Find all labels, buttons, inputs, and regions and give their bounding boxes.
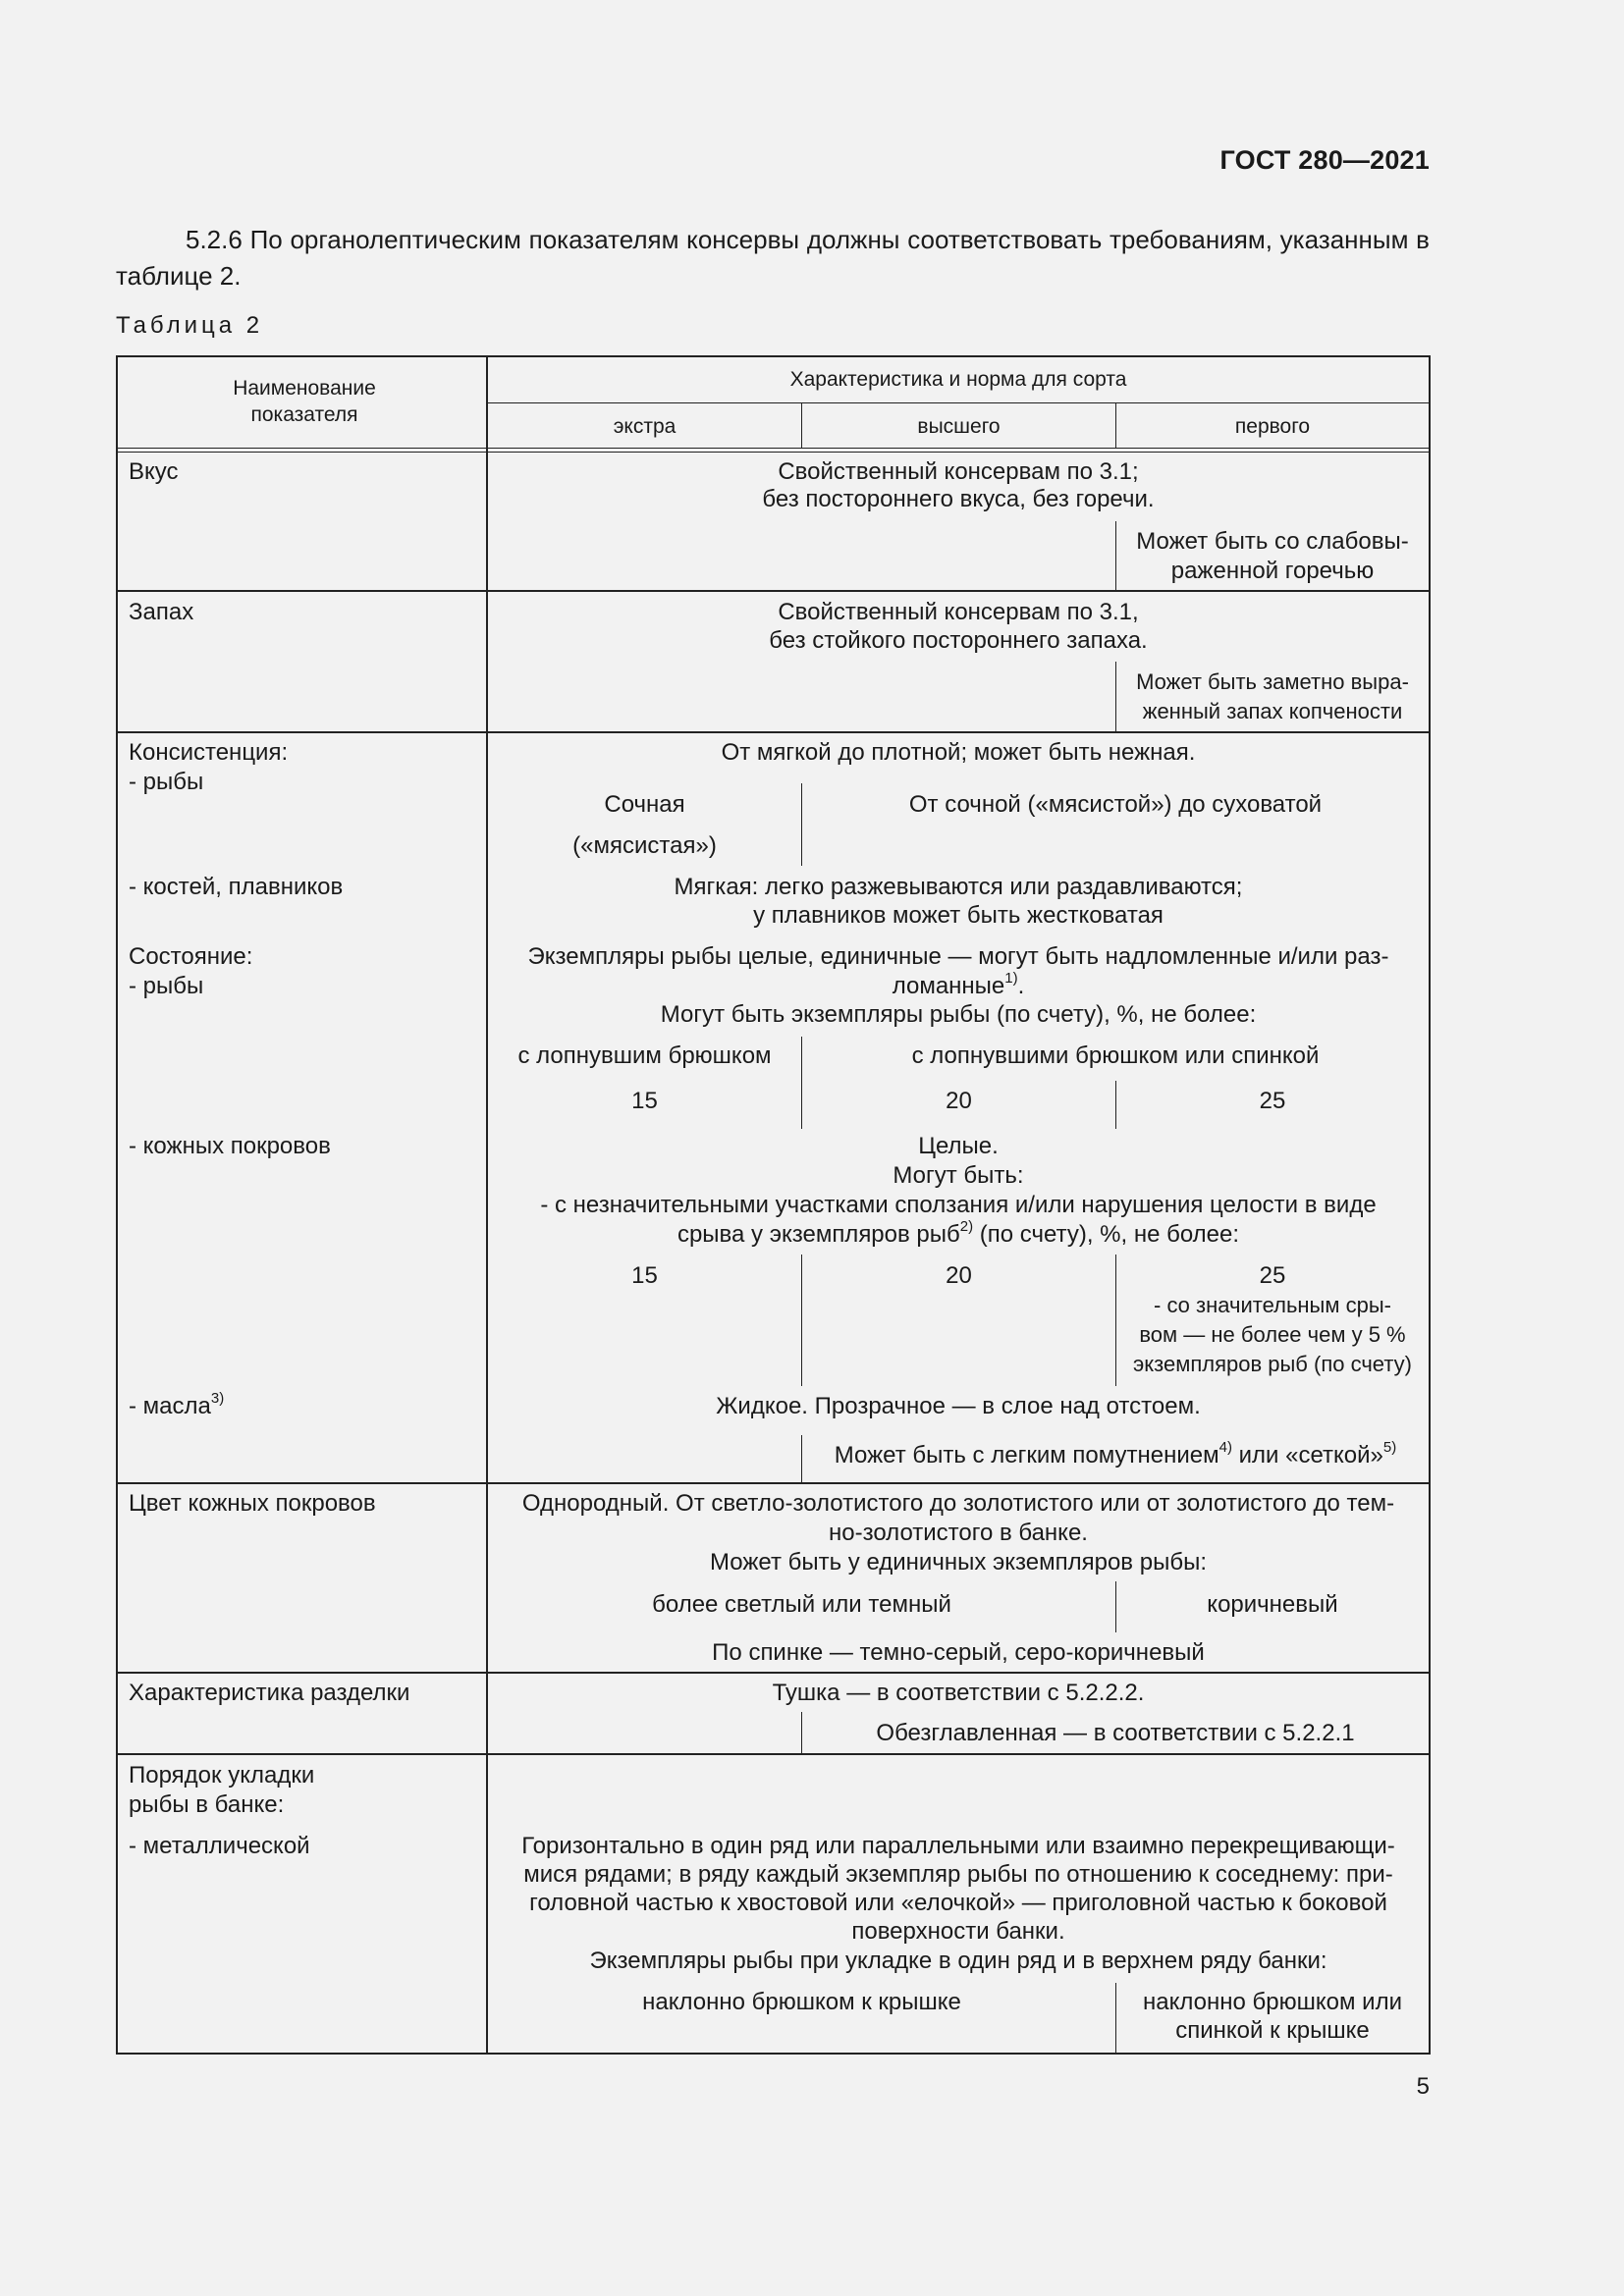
row-sep-color xyxy=(116,1672,1431,1674)
skin-color-left: более светлый или темный xyxy=(652,1591,951,1618)
packing-line-5: Экземпляры рыбы при укладке в один ряд и в верхнем ряду банки: xyxy=(589,1948,1327,1974)
state-label: Состояние: xyxy=(129,943,253,970)
state-line-2-text: ломанные xyxy=(892,973,1005,999)
packing-line-2: мися рядами; в ряду каждый экземпляр рыбы по отношению к соседнему: при- xyxy=(523,1861,1393,1888)
skin-value-higher: 20 xyxy=(946,1262,972,1289)
table-border-right xyxy=(1429,355,1431,2055)
row-sep-oil xyxy=(116,1482,1431,1484)
bones-line-1: Мягкая: легко разжевываются или раздавливаются; xyxy=(674,874,1243,900)
table-border-left xyxy=(116,355,118,2055)
consistency-label: Консистенция: xyxy=(129,739,289,766)
smell-label: Запах xyxy=(129,599,194,625)
footnote-ref-1: 1) xyxy=(1004,970,1018,987)
consistency-line-1: От мягкой до плотной; может быть нежная. xyxy=(721,739,1196,766)
smell-line-1: Свойственный консервам по 3.1, xyxy=(778,599,1139,625)
cutting-label: Характеристика разделки xyxy=(129,1680,410,1706)
skin-line-2: Могут быть: xyxy=(893,1162,1024,1189)
header-grade-first: первого xyxy=(1234,415,1311,438)
packing-right-2: спинкой к крышке xyxy=(1175,2017,1370,2044)
smell-line-2: без стойкого постороннего запаха. xyxy=(769,627,1148,654)
oil-label xyxy=(129,1392,224,1421)
bones-label: - костей, плавников xyxy=(129,874,344,900)
skin-first-note-3: экземпляров рыб (по счету) xyxy=(1133,1352,1412,1376)
skin-color-right: коричневый xyxy=(1207,1591,1338,1618)
packing-label-1: Порядок укладки xyxy=(129,1762,315,1789)
oil-label-text: - масла xyxy=(129,1393,211,1419)
bones-line-2: у плавников может быть жестковатая xyxy=(753,902,1164,929)
skin-line-3: - с незначительными участками сползания и/или нарушения целости в виде xyxy=(540,1192,1377,1218)
cutting-line-1: Тушка — в соответствии с 5.2.2.2. xyxy=(772,1680,1145,1706)
footnote-ref-5: 5) xyxy=(1382,1439,1397,1456)
packing-line-1: Горизонтально в один ряд или параллельными или взаимно перекрещивающи- xyxy=(521,1833,1395,1859)
header-grade-higher: высшего xyxy=(917,415,1001,438)
state-value-extra: 15 xyxy=(631,1088,658,1114)
header-bottom-1 xyxy=(116,448,1431,449)
footnote-ref-2: 2) xyxy=(959,1218,974,1235)
table-border-bottom xyxy=(116,2053,1431,2055)
state-extra-desc: с лопнувшим брюшком xyxy=(517,1042,772,1069)
state-line-2 xyxy=(488,972,1429,1001)
taste-first-1: Может быть со слабовы- xyxy=(1136,528,1409,555)
skin-color-line-4: По спинке — темно-серый, серо-коричневый xyxy=(712,1639,1205,1666)
oil-line-2-text: Может быть с легким помутнением xyxy=(834,1442,1219,1468)
taste-line-1: Свойственный консервам по 3.1; xyxy=(778,458,1139,485)
taste-line-2: без постороннего вкуса, без горечи. xyxy=(762,486,1155,512)
skin-line-4-end: (по счету), %, не более: xyxy=(973,1221,1240,1248)
skin-label: - кожных покровов xyxy=(129,1133,331,1159)
consistency-extra-1: Сочная xyxy=(604,791,685,818)
skin-color-line-2: но-золотистого в банке. xyxy=(829,1520,1088,1546)
taste-label: Вкус xyxy=(129,458,179,485)
footnote-ref-3: 3) xyxy=(210,1390,225,1407)
packing-label-2: рыбы в банке: xyxy=(129,1791,285,1818)
row-sep-taste xyxy=(116,590,1431,592)
skin-value-first: 25 xyxy=(1259,1262,1286,1289)
skin-color-line-1: Однородный. От светло-золотистого до золотистого или от золотистого до тем- xyxy=(521,1490,1395,1517)
document-id: ГОСТ 280—2021 xyxy=(1219,145,1430,175)
packing-right-1: наклонно брюшком или xyxy=(1143,1989,1402,2015)
state-fish-label: - рыбы xyxy=(129,973,204,999)
packing-left: наклонно брюшком к крышке xyxy=(642,1989,961,2015)
table-border-top xyxy=(116,355,1431,357)
oil-line-2-mid: или «сеткой» xyxy=(1231,1442,1383,1468)
consistency-fish-label: - рыбы xyxy=(129,769,204,795)
oil-line-2 xyxy=(802,1441,1429,1470)
smell-first-2: женный запах копчености xyxy=(1142,699,1403,723)
cutting-line-2: Обезглавленная — в соответствии с 5.2.2.1 xyxy=(876,1720,1355,1746)
state-rest-desc: с лопнувшими брюшком или спинкой xyxy=(911,1042,1320,1069)
packing-line-3: головной частью к хвостовой или «елочкой» — приголовной частью к боковой xyxy=(529,1890,1387,1916)
skin-value-extra: 15 xyxy=(631,1262,658,1289)
footnote-ref-4: 4) xyxy=(1218,1439,1232,1456)
header-indicator: Наименование показателя xyxy=(233,377,376,426)
packing-metal-label: - металлической xyxy=(129,1833,310,1859)
consistency-extra-2: («мясистая») xyxy=(572,832,717,859)
consistency-rest: От сочной («мясистой») до суховатой xyxy=(908,791,1323,818)
skin-first-note-2: вом — не более чем у 5 % xyxy=(1139,1322,1406,1347)
state-line-3: Могут быть экземпляры рыбы (по счету), %, не более: xyxy=(660,1001,1257,1028)
skin-first-note-1: - со значительным сры- xyxy=(1154,1293,1391,1317)
header-grade-extra: экстра xyxy=(613,415,677,438)
taste-first-2: раженной горечью xyxy=(1170,558,1375,584)
page-number: 5 xyxy=(1416,2073,1430,2100)
header-split-line xyxy=(486,402,1431,403)
row-sep-cutting xyxy=(116,1753,1431,1755)
intro-paragraph: 5.2.6 По органолептическим показателям консервы должны соответствовать требованиям, указанным в таблице 2. xyxy=(116,225,1430,291)
state-value-first: 25 xyxy=(1259,1088,1286,1114)
skin-color-label: Цвет кожных покровов xyxy=(129,1490,376,1517)
row-sep-smell xyxy=(116,731,1431,733)
header-bottom-2 xyxy=(116,452,1431,453)
skin-color-line-3: Может быть у единичных экземпляров рыбы: xyxy=(710,1549,1207,1575)
table-caption: Таблица 2 xyxy=(116,312,264,339)
packing-line-4: поверхности банки. xyxy=(851,1918,1065,1945)
smell-first-1: Может быть заметно выра- xyxy=(1136,669,1409,694)
oil-line-1: Жидкое. Прозрачное — в слое над отстоем. xyxy=(716,1393,1201,1419)
state-value-higher: 20 xyxy=(946,1088,972,1114)
skin-line-4-text: срыва у экземпляров рыб xyxy=(677,1221,960,1248)
skin-line-4 xyxy=(488,1220,1429,1250)
skin-line-1: Целые. xyxy=(918,1133,999,1159)
state-line-1: Экземпляры рыбы целые, единичные — могут быть надломленные и/или раз- xyxy=(527,943,1389,970)
state-line-2-end: . xyxy=(1017,973,1025,999)
header-char-norm: Характеристика и норма для сорта xyxy=(789,368,1127,391)
